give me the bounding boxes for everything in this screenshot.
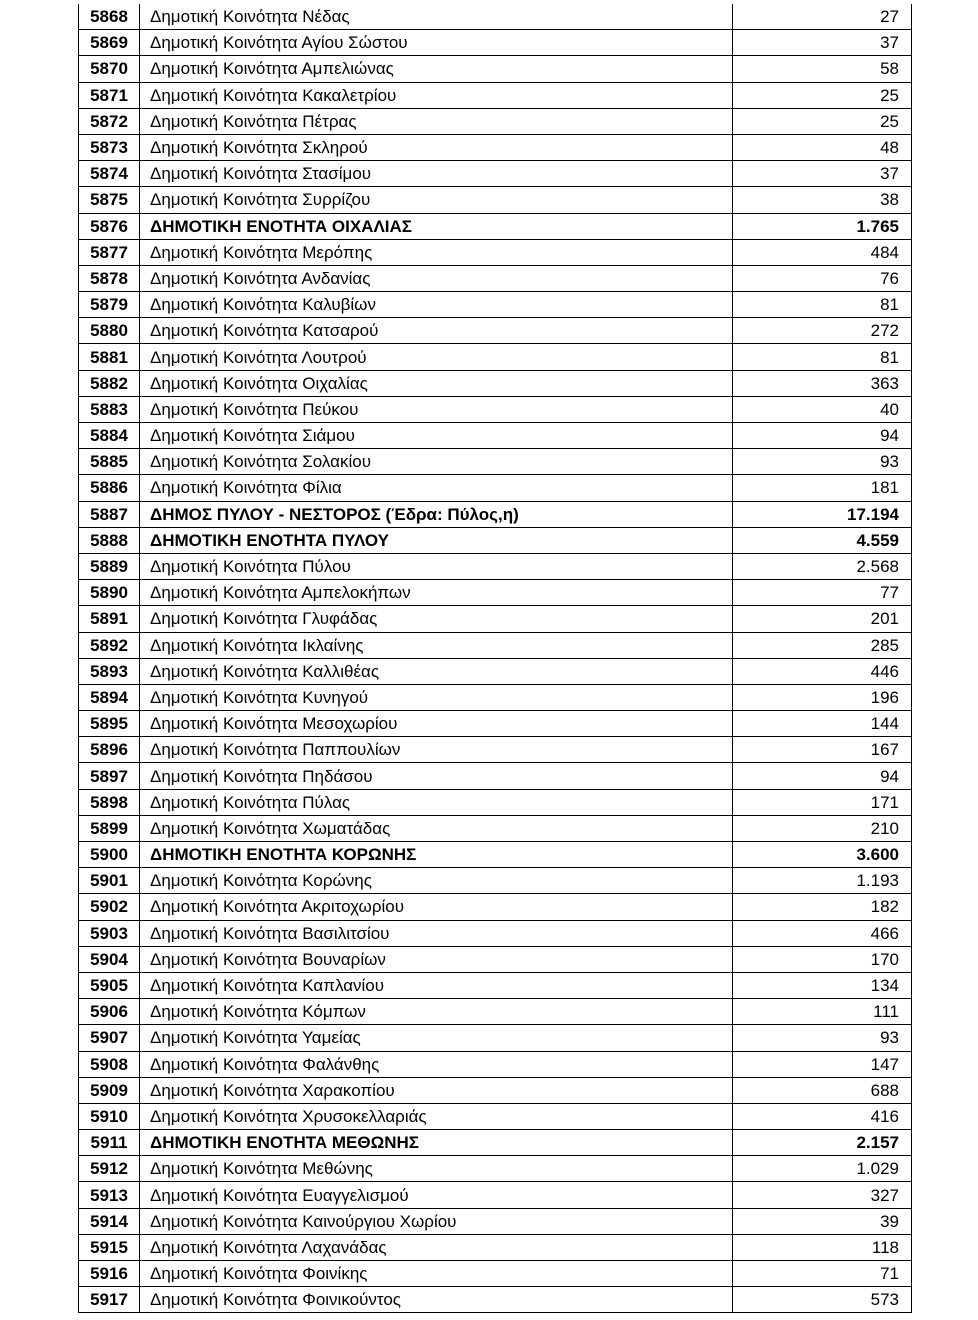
row-name-cell: Δημοτική Κοινότητα Μερόπης [140,239,733,265]
row-id-cell: 5912 [79,1156,140,1182]
row-name-cell: Δημοτική Κοινότητα Κατσαρού [140,318,733,344]
row-value-cell: 48 [733,134,912,160]
row-name-cell: Δημοτική Κοινότητα Παππουλίων [140,737,733,763]
row-value-cell: 118 [733,1234,912,1260]
table-row [79,763,912,789]
table-row [79,239,912,265]
row-name-cell: Δημοτική Κοινότητα Νέδας [140,4,733,30]
row-id-cell: 5869 [79,30,140,56]
row-value-cell: 39 [733,1208,912,1234]
row-id-cell: 5899 [79,815,140,841]
row-name-cell: Δημοτική Κοινότητα Φαλάνθης [140,1051,733,1077]
row-value-cell: 484 [733,239,912,265]
row-name-cell: Δημοτική Κοινότητα Στασίμου [140,161,733,187]
row-value-cell: 17.194 [733,501,912,527]
table-row [79,527,912,553]
row-value-cell: 94 [733,423,912,449]
row-name-cell: Δημοτική Κοινότητα Μεθώνης [140,1156,733,1182]
row-name-cell: Δημοτική Κοινότητα Κακαλετρίου [140,82,733,108]
table-row [79,737,912,763]
population-table [78,4,912,1313]
row-id-cell: 5906 [79,999,140,1025]
row-value-cell: 3.600 [733,842,912,868]
row-value-cell: 201 [733,606,912,632]
row-value-cell: 1.029 [733,1156,912,1182]
row-name-cell: Δημοτική Κοινότητα Σκληρού [140,134,733,160]
row-value-cell: 4.559 [733,527,912,553]
row-id-cell: 5898 [79,789,140,815]
table-row [79,475,912,501]
row-name-cell: Δημοτική Κοινότητα Χαρακοπίου [140,1077,733,1103]
table-row [79,1182,912,1208]
row-name-cell: Δημοτική Κοινότητα Φίλια [140,475,733,501]
table-row [79,999,912,1025]
row-name-cell: Δημοτική Κοινότητα Λαχανάδας [140,1234,733,1260]
table-row [79,134,912,160]
row-id-cell: 5879 [79,292,140,318]
table-row [79,30,912,56]
table-body [79,4,912,1313]
table-row [79,684,912,710]
row-id-cell: 5916 [79,1261,140,1287]
row-value-cell: 182 [733,894,912,920]
row-id-cell: 5868 [79,4,140,30]
row-id-cell: 5890 [79,580,140,606]
table-row [79,1234,912,1260]
row-name-cell: Δημοτική Κοινότητα Ευαγγελισμού [140,1182,733,1208]
row-name-cell: ΔΗΜΟΤΙΚΗ ΕΝΟΤΗΤΑ ΚΟΡΩΝΗΣ [140,842,733,868]
row-name-cell: Δημοτική Κοινότητα Χωματάδας [140,815,733,841]
table-row [79,1156,912,1182]
row-value-cell: 210 [733,815,912,841]
row-name-cell: Δημοτική Κοινότητα Πύλας [140,789,733,815]
row-name-cell: Δημοτική Κοινότητα Πεύκου [140,396,733,422]
row-value-cell: 144 [733,711,912,737]
row-id-cell: 5902 [79,894,140,920]
row-id-cell: 5903 [79,920,140,946]
row-value-cell: 134 [733,972,912,998]
row-value-cell: 111 [733,999,912,1025]
row-name-cell: Δημοτική Κοινότητα Γλυφάδας [140,606,733,632]
row-value-cell: 25 [733,108,912,134]
row-name-cell: Δημοτική Κοινότητα Κορώνης [140,868,733,894]
table-row [79,972,912,998]
table-row [79,632,912,658]
row-value-cell: 285 [733,632,912,658]
row-id-cell: 5875 [79,187,140,213]
table-row [79,842,912,868]
row-id-cell: 5917 [79,1287,140,1313]
row-value-cell: 81 [733,292,912,318]
row-id-cell: 5907 [79,1025,140,1051]
table-row [79,56,912,82]
table-row [79,868,912,894]
row-name-cell: Δημοτική Κοινότητα Οιχαλίας [140,370,733,396]
table-row [79,1025,912,1051]
row-id-cell: 5901 [79,868,140,894]
row-id-cell: 5886 [79,475,140,501]
row-value-cell: 272 [733,318,912,344]
row-name-cell: Δημοτική Κοινότητα Αμπελιώνας [140,56,733,82]
table-row [79,213,912,239]
table-row [79,108,912,134]
table-row [79,920,912,946]
table-row [79,161,912,187]
row-name-cell: ΔΗΜΟΤΙΚΗ ΕΝΟΤΗΤΑ ΜΕΘΩΝΗΣ [140,1130,733,1156]
table-row [79,1077,912,1103]
row-id-cell: 5893 [79,658,140,684]
row-name-cell: Δημοτική Κοινότητα Φοινικούντος [140,1287,733,1313]
row-value-cell: 93 [733,1025,912,1051]
table-row [79,553,912,579]
row-id-cell: 5877 [79,239,140,265]
row-name-cell: Δημοτική Κοινότητα Κυνηγού [140,684,733,710]
row-value-cell: 1.765 [733,213,912,239]
row-id-cell: 5881 [79,344,140,370]
row-name-cell: Δημοτική Κοινότητα Ικλαίνης [140,632,733,658]
table-row [79,894,912,920]
table-row [79,815,912,841]
row-value-cell: 40 [733,396,912,422]
row-name-cell: Δημοτική Κοινότητα Ακριτοχωρίου [140,894,733,920]
row-name-cell: Δημοτική Κοινότητα Συρρίζου [140,187,733,213]
row-id-cell: 5895 [79,711,140,737]
row-value-cell: 147 [733,1051,912,1077]
table-row [79,82,912,108]
row-value-cell: 181 [733,475,912,501]
row-value-cell: 71 [733,1261,912,1287]
row-value-cell: 1.193 [733,868,912,894]
row-id-cell: 5910 [79,1103,140,1129]
row-name-cell: Δημοτική Κοινότητα Πηδάσου [140,763,733,789]
row-name-cell: Δημοτική Κοινότητα Αμπελοκήπων [140,580,733,606]
table-row [79,187,912,213]
table-row [79,344,912,370]
row-value-cell: 196 [733,684,912,710]
table-row [79,789,912,815]
row-value-cell: 37 [733,161,912,187]
row-value-cell: 93 [733,449,912,475]
table-row [79,946,912,972]
row-name-cell: Δημοτική Κοινότητα Σολακίου [140,449,733,475]
row-id-cell: 5905 [79,972,140,998]
row-name-cell: Δημοτική Κοινότητα Βουναρίων [140,946,733,972]
row-id-cell: 5909 [79,1077,140,1103]
row-name-cell: Δημοτική Κοινότητα Βασιλιτσίου [140,920,733,946]
table-row [79,423,912,449]
row-id-cell: 5882 [79,370,140,396]
row-name-cell: Δημοτική Κοινότητα Σιάμου [140,423,733,449]
row-value-cell: 171 [733,789,912,815]
row-name-cell: Δημοτική Κοινότητα Πύλου [140,553,733,579]
row-value-cell: 37 [733,30,912,56]
row-id-cell: 5874 [79,161,140,187]
row-value-cell: 38 [733,187,912,213]
row-id-cell: 5891 [79,606,140,632]
row-id-cell: 5914 [79,1208,140,1234]
row-value-cell: 688 [733,1077,912,1103]
row-value-cell: 27 [733,4,912,30]
row-value-cell: 94 [733,763,912,789]
row-value-cell: 25 [733,82,912,108]
row-value-cell: 77 [733,580,912,606]
row-id-cell: 5913 [79,1182,140,1208]
row-name-cell: Δημοτική Κοινότητα Αγίου Σώστου [140,30,733,56]
table-row [79,1103,912,1129]
row-id-cell: 5911 [79,1130,140,1156]
row-value-cell: 363 [733,370,912,396]
row-name-cell: ΔΗΜΟΤΙΚΗ ΕΝΟΤΗΤΑ ΠΥΛΟΥ [140,527,733,553]
row-value-cell: 58 [733,56,912,82]
table-row [79,1287,912,1313]
row-name-cell: Δημοτική Κοινότητα Ανδανίας [140,265,733,291]
row-id-cell: 5904 [79,946,140,972]
table-row [79,1051,912,1077]
row-id-cell: 5908 [79,1051,140,1077]
row-value-cell: 167 [733,737,912,763]
row-id-cell: 5896 [79,737,140,763]
table-row [79,501,912,527]
row-id-cell: 5888 [79,527,140,553]
table-row [79,265,912,291]
table-row [79,606,912,632]
row-name-cell: Δημοτική Κοινότητα Φοινίκης [140,1261,733,1287]
row-id-cell: 5876 [79,213,140,239]
row-value-cell: 327 [733,1182,912,1208]
row-name-cell: Δημοτική Κοινότητα Χρυσοκελλαριάς [140,1103,733,1129]
row-id-cell: 5884 [79,423,140,449]
row-value-cell: 573 [733,1287,912,1313]
row-name-cell: Δημοτική Κοινότητα Πέτρας [140,108,733,134]
table-row [79,1261,912,1287]
row-id-cell: 5885 [79,449,140,475]
row-name-cell: Δημοτική Κοινότητα Καινούργιου Χωρίου [140,1208,733,1234]
table-row [79,711,912,737]
row-name-cell: ΔΗΜΟΣ ΠΥΛΟΥ - ΝΕΣΤΟΡΟΣ (Έδρα: Πύλος,η) [140,501,733,527]
row-name-cell: Δημοτική Κοινότητα Καλλιθέας [140,658,733,684]
table-row [79,1208,912,1234]
row-value-cell: 170 [733,946,912,972]
row-id-cell: 5894 [79,684,140,710]
table-row [79,370,912,396]
row-value-cell: 446 [733,658,912,684]
row-id-cell: 5878 [79,265,140,291]
row-name-cell: Δημοτική Κοινότητα Καλυβίων [140,292,733,318]
row-value-cell: 416 [733,1103,912,1129]
row-name-cell: Δημοτική Κοινότητα Υαμείας [140,1025,733,1051]
table-row [79,4,912,30]
row-id-cell: 5872 [79,108,140,134]
row-name-cell: Δημοτική Κοινότητα Καπλανίου [140,972,733,998]
table-row [79,658,912,684]
table-row [79,449,912,475]
table-row [79,1130,912,1156]
row-id-cell: 5873 [79,134,140,160]
table-row [79,580,912,606]
table-row [79,396,912,422]
row-value-cell: 2.157 [733,1130,912,1156]
row-id-cell: 5870 [79,56,140,82]
row-id-cell: 5883 [79,396,140,422]
row-id-cell: 5889 [79,553,140,579]
row-name-cell: Δημοτική Κοινότητα Λουτρού [140,344,733,370]
row-id-cell: 5900 [79,842,140,868]
row-value-cell: 466 [733,920,912,946]
row-name-cell: Δημοτική Κοινότητα Κόμπων [140,999,733,1025]
row-id-cell: 5915 [79,1234,140,1260]
row-id-cell: 5887 [79,501,140,527]
table-row [79,292,912,318]
row-id-cell: 5871 [79,82,140,108]
table-row [79,318,912,344]
row-id-cell: 5897 [79,763,140,789]
row-name-cell: ΔΗΜΟΤΙΚΗ ΕΝΟΤΗΤΑ ΟΙΧΑΛΙΑΣ [140,213,733,239]
row-value-cell: 76 [733,265,912,291]
row-id-cell: 5880 [79,318,140,344]
row-value-cell: 2.568 [733,553,912,579]
row-value-cell: 81 [733,344,912,370]
row-name-cell: Δημοτική Κοινότητα Μεσοχωρίου [140,711,733,737]
row-id-cell: 5892 [79,632,140,658]
